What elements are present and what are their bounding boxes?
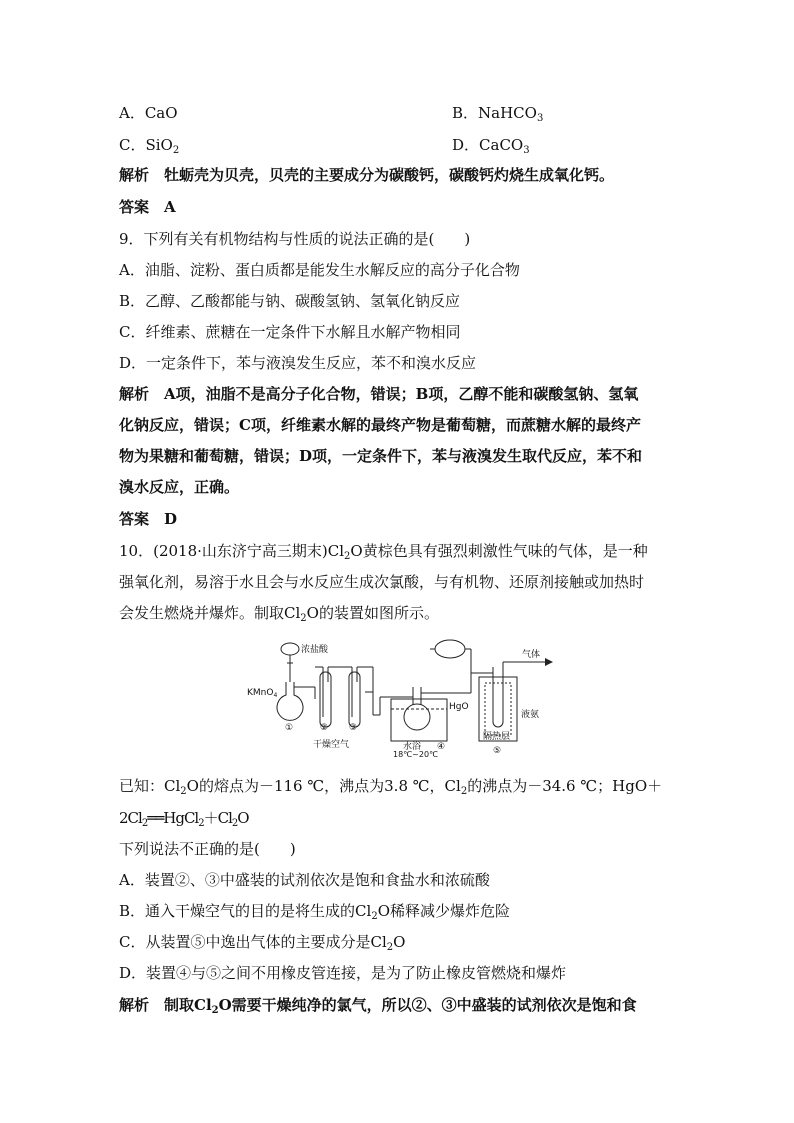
label-num-3: ③: [349, 723, 358, 733]
q9-option-a: A．油脂、淀粉、蛋白质都是能发生水解反应的高分子化合物: [119, 261, 520, 279]
q9-stem: 9．下列有关有机物结构与性质的说法正确的是( ): [119, 230, 471, 248]
q9-analysis-line-2: 化钠反应，错误；C项，纤维素水解的最终产物是葡萄糖，而蔗糖水解的最终产: [119, 416, 641, 434]
q9-analysis-line-4: 溴水反应，正确。: [119, 478, 240, 496]
q10-stem-line-3: 会发生燃烧并爆炸。制取$Cl_2O$的装置如图所示。: [119, 604, 439, 624]
label-gas: 气体: [522, 650, 541, 660]
q8-option-d: D．CaCO$_3$: [452, 136, 530, 156]
label-num-1: ①: [285, 723, 294, 733]
q8-option-b: B．NaHCO$_3$: [452, 104, 544, 124]
q10-stem-line-2: 强氧化剂，易溶于水且会与水反应生成次氯酸，与有机物、还原剂接触或加热时: [119, 573, 645, 591]
separatory-funnel: [281, 643, 299, 655]
q9-answer: 答案 D: [119, 510, 178, 528]
q9-option-d: D．一定条件下，苯与液溴发生反应，苯不和溴水反应: [119, 354, 477, 372]
q10-question: 下列说法不正确的是( ): [119, 840, 296, 858]
water-bath: [391, 699, 447, 741]
q9-analysis-line-1: 解析 A项，油脂不是高分子化合物，错误；B项，乙醇不能和碳酸氢钠、氢氧: [119, 385, 639, 403]
q10-analysis: 解析 制取$Cl_2O$需要干燥纯净的氯气，所以②、③中盛装的试剂依次是饱和食: [119, 996, 637, 1016]
q10-equation: $2Cl_2══HgCl_2+Cl_2O$: [119, 809, 249, 829]
q8-option-c: C．SiO$_2$: [119, 136, 180, 156]
label-kmno4: KMnO$_4$: [247, 688, 278, 699]
label-liquid-ammonia: 液氨: [521, 710, 540, 720]
label-water-bath: 水浴: [403, 742, 422, 752]
q8-option-a: A．CaO: [119, 104, 178, 122]
reaction-flask-4: [404, 704, 430, 730]
label-conc-hcl: 浓盐酸: [301, 645, 329, 655]
gas-balloon: [435, 640, 465, 658]
q8-analysis: 解析 牡蛎壳为贝壳，贝壳的主要成分为碳酸钙，碳酸钙灼烧生成氧化钙。: [119, 166, 615, 184]
q10-stem-line-1: 10．(2018·山东济宁高三期末)$Cl_2O$黄棕色具有强烈刺激性气味的气体，是一种: [119, 542, 648, 562]
gas-outlet-arrow-icon: [545, 658, 553, 666]
label-dry-air: 干燥空气: [313, 740, 350, 750]
q10-option-b: B．通入干燥空气的目的是将生成的$Cl_2O$稀释减少爆炸危险: [119, 902, 510, 922]
q9-option-c: C．纤维素、蔗糖在一定条件下水解且水解产物相同: [119, 323, 461, 341]
q10-option-a: A．装置②、③中盛装的试剂依次是饱和食盐水和浓硫酸: [119, 871, 490, 889]
label-hgo: HgO: [449, 702, 469, 712]
q10-option-d: D．装置④与⑤之间不用橡皮管连接，是为了防止橡皮管燃烧和爆炸: [119, 964, 567, 982]
wash-bottle-2: [320, 672, 331, 727]
q8-answer: 答案 A: [119, 198, 176, 216]
label-num-2: ②: [320, 723, 329, 733]
q10-option-c: C．从装置⑤中逸出气体的主要成分是$Cl_2O$: [119, 933, 406, 953]
q9-option-b: B．乙醇、乙酸都能与钠、碳酸氢钠、氢氧化钠反应: [119, 292, 461, 310]
reaction-flask: [277, 682, 303, 720]
label-temperature: 18℃~20℃: [393, 750, 439, 757]
apparatus-diagram: [245, 637, 575, 757]
label-num-5: ⑤: [493, 746, 502, 756]
label-num-4: ④: [437, 742, 446, 752]
wash-bottle-3: [349, 672, 360, 727]
q10-known-line-1: 已知：$Cl_2O$的熔点为－116 ℃，沸点为3.8 ℃，$Cl_2$的沸点为－34.6 ℃；HgO＋: [119, 777, 663, 797]
q9-analysis-line-3: 物为果糖和葡萄糖，错误；D项，一定条件下，苯与液溴发生取代反应，苯不和: [119, 447, 643, 465]
label-insulation: 隔热层: [483, 732, 511, 742]
